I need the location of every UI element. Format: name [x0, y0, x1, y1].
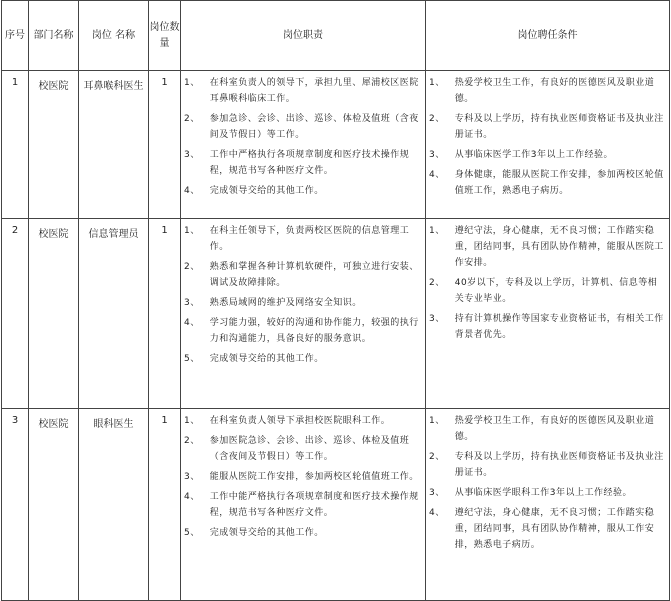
list-item: 1、 热爱学校卫生工作，有良好的医德医风及职业道德。 — [429, 416, 655, 442]
list-item: 1、 遵纪守法，身心健康，无不良习惯；工作踏实稳重，团结同事，具有团队协作精神，能服从医院工作安排。 — [429, 226, 664, 268]
list-item: 1、 在科室负责人的领导下，承担九里、犀浦校区医院耳鼻喉科临床工作。 — [184, 78, 419, 104]
list-item: 5、 完成领导交给的其他工作。 — [184, 528, 324, 538]
header-dept: 部门名称 — [29, 1, 79, 71]
recruitment-table — [1, 0, 670, 601]
header-row — [2, 1, 670, 71]
header-count: 岗位数量 — [149, 1, 181, 71]
row-index: 3 — [2, 409, 29, 601]
list-item: 4、 学习能力强，较好的沟通和协作能力，较强的执行力和沟通能力，具备良好的服务意识。 — [184, 318, 419, 344]
list-item: 4、 工作中能严格执行各项规章制度和医疗技术操作规程，规范书写各种医疗文件。 — [184, 492, 419, 518]
row-requirements — [426, 71, 670, 219]
list-item: 3、 工作中严格执行各项规章制度和医疗技术操作规程，规范书写各种医疗文件。 — [184, 150, 410, 176]
table-row — [2, 219, 670, 409]
list-item: 2、 参加急诊、会诊、出诊、巡诊、体检及值班（含夜间及节假日）等工作。 — [184, 114, 419, 140]
list-item: 1、 热爱学校卫生工作，有良好的医德医风及职业道德。 — [429, 78, 655, 104]
row-requirements — [426, 409, 670, 601]
list-item: 4、 身体健康，能服从医院工作安排，参加两校区轮值值班工作，熟悉电子病历。 — [429, 170, 664, 196]
row-position: 眼科医生 — [79, 409, 149, 601]
row-count: 1 — [149, 219, 181, 409]
row-count: 1 — [149, 71, 181, 219]
list-item: 3、 熟悉局域网的维护及网络安全知识。 — [184, 298, 362, 308]
row-dept: 校医院 — [29, 71, 79, 219]
header-index: 序号 — [2, 1, 29, 71]
list-item: 2、 专科及以上学历，持有执业医师资格证书及执业注册证书。 — [429, 114, 664, 140]
row-index: 1 — [2, 71, 29, 219]
header-requirements: 岗位聘任条件 — [426, 1, 670, 71]
list-item: 2、 专科及以上学历，持有执业医师资格证书及执业注册证书。 — [429, 452, 664, 478]
row-duties — [181, 71, 426, 219]
list-item: 2、 熟悉和掌握各种计算机软硬件，可独立进行安装、调试及故障排除。 — [184, 262, 419, 288]
row-dept: 校医院 — [29, 409, 79, 601]
list-item: 1、 在科主任领导下，负责两校区医院的信息管理工作。 — [184, 226, 410, 252]
list-item: 2、 40岁以下，专科及以上学历，计算机、信息等相关专业毕业。 — [429, 278, 658, 304]
row-duties — [181, 409, 426, 601]
row-dept: 校医院 — [29, 219, 79, 409]
table-row — [2, 71, 670, 219]
table-row — [2, 409, 670, 601]
list-item: 1、 在科室负责人领导下承担校医院眼科工作。 — [184, 416, 391, 426]
row-requirements — [426, 219, 670, 409]
row-index: 2 — [2, 219, 29, 409]
list-item: 3、 从事临床医学工作3年以上工作经验。 — [429, 150, 613, 160]
list-item: 5、 完成领导交给的其他工作。 — [184, 354, 324, 364]
header-duties: 岗位职责 — [181, 1, 426, 71]
list-item: 3、 持有计算机操作等国家专业资格证书，有相关工作背景者优先。 — [429, 314, 664, 340]
list-item: 2、 参加医院急诊、会诊、出诊、巡诊、体检及值班（含夜间及节假日）等工作。 — [184, 436, 410, 462]
list-item: 4、 遵纪守法，身心健康，无不良习惯；工作踏实稳重，团结同事，具有团队协作精神，服从工作安排，熟悉电子病历。 — [429, 508, 655, 550]
list-item: 4、 完成领导交给的其他工作。 — [184, 186, 324, 196]
list-item: 3、 能服从医院工作安排，参加两校区轮值值班工作。 — [184, 472, 419, 482]
header-position: 岗位 名称 — [79, 1, 149, 71]
row-position: 信息管理员 — [79, 219, 149, 409]
row-count: 1 — [149, 409, 181, 601]
row-position: 耳鼻喉科医生 — [79, 71, 149, 219]
list-item: 3、 从事临床医学眼科工作3年以上工作经验。 — [429, 488, 632, 498]
row-duties — [181, 219, 426, 409]
